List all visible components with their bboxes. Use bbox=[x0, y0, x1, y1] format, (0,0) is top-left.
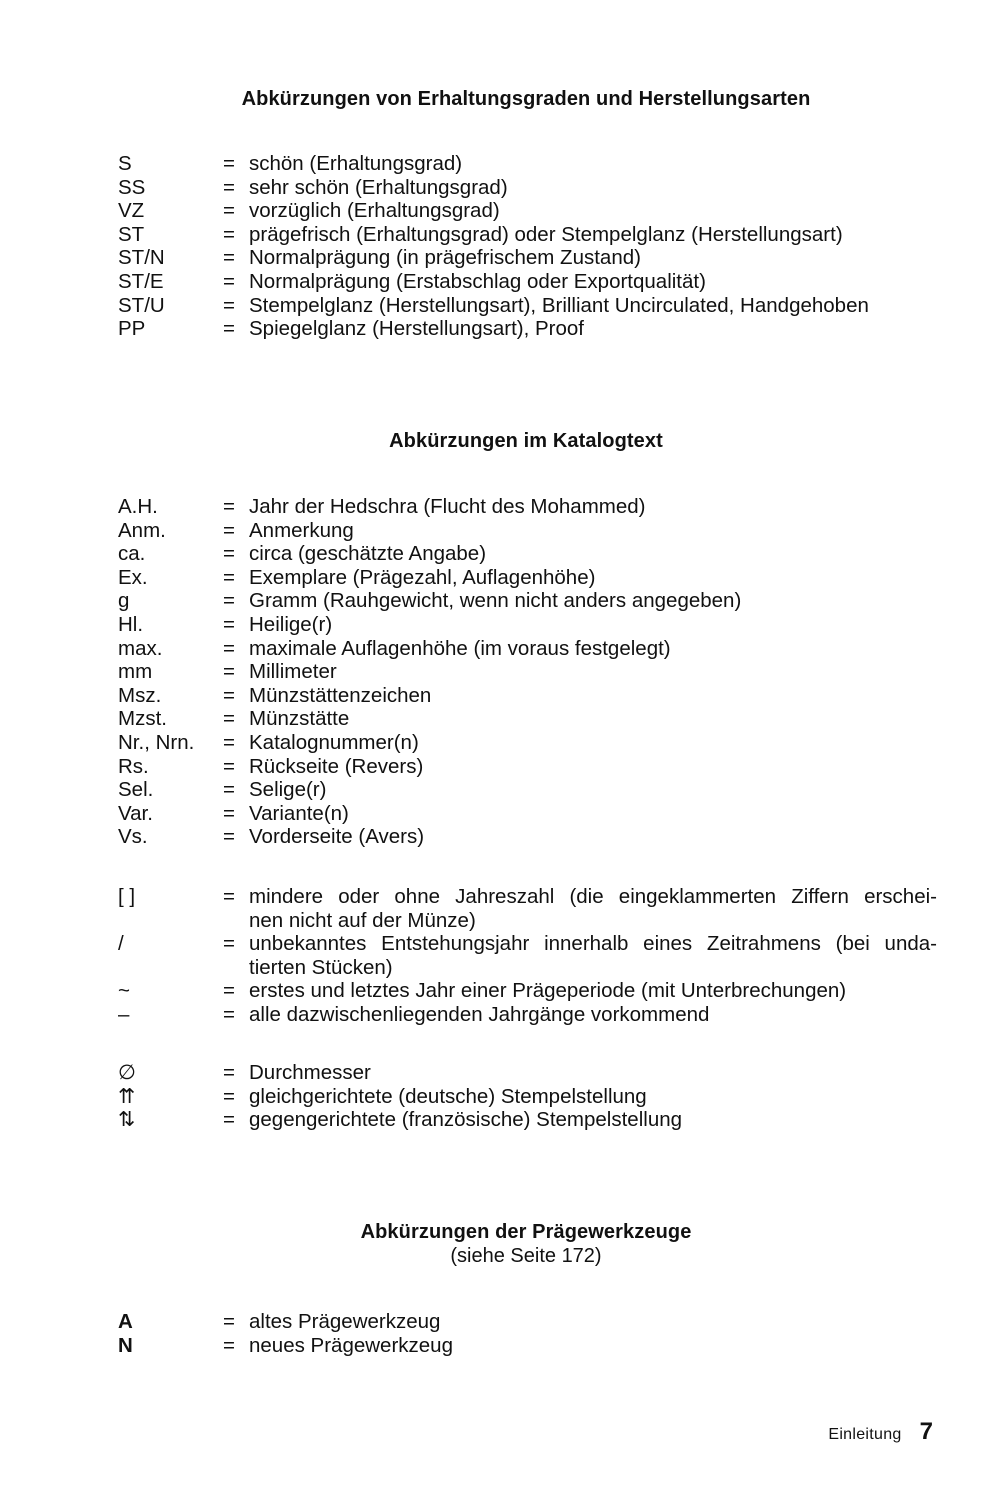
abbreviation: S bbox=[118, 152, 132, 175]
definition: prägefrisch (Erhaltungsgrad) oder Stempelglanz (Herstellungsart) bbox=[249, 222, 843, 246]
section-title-katalogtext: Abkürzungen im Katalogtext bbox=[389, 430, 663, 452]
equals-sign: = bbox=[223, 1310, 235, 1333]
definition: Stempelglanz (Herstellungsart), Brilliant Uncirculated, Handgehoben bbox=[249, 293, 869, 317]
symbol-tilde: ~ bbox=[118, 979, 130, 1003]
list-item bbox=[118, 1310, 938, 1334]
abbreviation: mm bbox=[118, 660, 153, 684]
list-item bbox=[118, 885, 938, 932]
equals-sign: = bbox=[223, 269, 235, 293]
definition: Normalprägung (in prägefrischem Zustand) bbox=[249, 246, 641, 270]
arrows-up-up-icon: ⇈ bbox=[118, 1084, 136, 1108]
abbreviation: ST/E bbox=[118, 269, 164, 293]
equals-sign: = bbox=[223, 293, 235, 317]
definition: neues Prägewerkzeug bbox=[249, 1333, 453, 1357]
list-item bbox=[118, 542, 938, 566]
section-title-erhaltungsgrade: Abkürzungen von Erhaltungsgraden und Herstellungsarten bbox=[241, 88, 811, 110]
list-item bbox=[118, 199, 938, 223]
list-item bbox=[118, 317, 938, 341]
abbreviation: Msz. bbox=[118, 683, 162, 707]
equals-sign: = bbox=[223, 222, 235, 246]
definition: circa (geschätzte Angabe) bbox=[249, 542, 487, 566]
definition: Jahr der Hedschra (Flucht des Mohammed) bbox=[249, 495, 646, 518]
definition-line: mindere oder ohne Jahreszahl (die eingeklammerten Ziffern erschei- bbox=[249, 885, 937, 908]
list-item bbox=[118, 1061, 938, 1085]
definition: Katalognummer(n) bbox=[249, 730, 419, 754]
definition: erstes und letztes Jahr einer Prägeperiode (mit Unterbrechungen) bbox=[249, 979, 847, 1003]
equals-sign: = bbox=[223, 518, 235, 542]
equals-sign: = bbox=[223, 589, 235, 613]
equals-sign: = bbox=[223, 825, 235, 849]
katalogtext-list bbox=[118, 495, 938, 849]
list-item bbox=[118, 660, 938, 684]
erhaltungsgrade-list bbox=[118, 152, 938, 341]
list-item bbox=[118, 613, 938, 637]
definition: Heilige(r) bbox=[249, 612, 333, 636]
arrows-down-up-icon: ⇅ bbox=[118, 1108, 136, 1132]
abbreviation: Var. bbox=[118, 801, 153, 825]
abbreviation: PP bbox=[118, 317, 146, 341]
definition: gleichgerichtete (deutsche) Stempelstellung bbox=[249, 1084, 647, 1108]
symbol-brackets: [ ] bbox=[118, 885, 136, 908]
list-item bbox=[118, 176, 938, 200]
equals-sign: = bbox=[223, 1061, 235, 1084]
abbreviation: ST/N bbox=[118, 246, 165, 270]
equals-sign: = bbox=[223, 636, 235, 660]
definition: schön (Erhaltungsgrad) bbox=[249, 152, 463, 175]
list-item bbox=[118, 1334, 938, 1358]
section-subtitle: (siehe Seite 172) bbox=[450, 1245, 602, 1267]
page-footer bbox=[828, 1418, 933, 1446]
equals-sign: = bbox=[223, 979, 235, 1003]
equals-sign: = bbox=[223, 1002, 235, 1026]
list-item bbox=[118, 979, 938, 1003]
equals-sign: = bbox=[223, 707, 235, 731]
equals-sign: = bbox=[223, 932, 235, 956]
list-item bbox=[118, 1108, 938, 1132]
abbreviation: SS bbox=[118, 175, 146, 199]
definition-line: tierten Stücken) bbox=[249, 955, 393, 979]
definition: Exemplare (Prägezahl, Auflagenhöhe) bbox=[249, 565, 596, 589]
page-number: 7 bbox=[919, 1418, 933, 1445]
list-item bbox=[118, 495, 938, 519]
list-item bbox=[118, 825, 938, 849]
definition: Durchmesser bbox=[249, 1061, 371, 1084]
equals-sign: = bbox=[223, 246, 235, 270]
abbreviation: Hl. bbox=[118, 612, 144, 636]
list-item bbox=[118, 707, 938, 731]
equals-sign: = bbox=[223, 495, 235, 518]
definition: Rückseite (Revers) bbox=[249, 754, 424, 778]
list-item bbox=[118, 1085, 938, 1109]
equals-sign: = bbox=[223, 778, 235, 802]
diameter-icon: ∅ bbox=[118, 1061, 136, 1084]
list-item bbox=[118, 270, 938, 294]
footer-section-name: Einleitung bbox=[828, 1426, 902, 1443]
abbreviation: Sel. bbox=[118, 778, 154, 802]
definition: Selige(r) bbox=[249, 778, 327, 802]
abbreviation: Mzst. bbox=[118, 707, 167, 731]
definition-line: unbekanntes Entstehungsjahr innerhalb eines Zeitrahmens (bei unda- bbox=[249, 932, 937, 956]
equals-sign: = bbox=[223, 612, 235, 636]
list-item bbox=[118, 778, 938, 802]
equals-sign: = bbox=[223, 175, 235, 199]
abbreviation: Vs. bbox=[118, 825, 148, 849]
list-item bbox=[118, 294, 938, 318]
list-item bbox=[118, 152, 938, 176]
definition: Münzstättenzeichen bbox=[249, 683, 432, 707]
equals-sign: = bbox=[223, 1108, 235, 1132]
section-title-praegewerkzeuge: Abkürzungen der Prägewerkzeuge bbox=[360, 1221, 692, 1243]
equals-sign: = bbox=[223, 152, 235, 175]
abbreviation: g bbox=[118, 589, 130, 613]
equals-sign: = bbox=[223, 565, 235, 589]
definition: altes Prägewerkzeug bbox=[249, 1310, 441, 1333]
list-item bbox=[118, 1003, 938, 1027]
list-item bbox=[118, 519, 938, 543]
equals-sign: = bbox=[223, 199, 235, 223]
abbreviation: ca. bbox=[118, 542, 146, 566]
definition: maximale Auflagenhöhe (im voraus festgelegt) bbox=[249, 636, 671, 660]
equals-sign: = bbox=[223, 660, 235, 684]
definition: Münzstätte bbox=[249, 707, 350, 731]
definition-line: nen nicht auf der Münze) bbox=[249, 908, 476, 932]
equals-sign: = bbox=[223, 754, 235, 778]
definition: Vorderseite (Avers) bbox=[249, 825, 425, 849]
abbreviation: max. bbox=[118, 636, 163, 660]
equals-sign: = bbox=[223, 683, 235, 707]
list-item bbox=[118, 731, 938, 755]
list-item bbox=[118, 566, 938, 590]
definition: gegengerichtete (französische) Stempelstellung bbox=[249, 1108, 683, 1132]
definition: Millimeter bbox=[249, 660, 337, 684]
symbols-list bbox=[118, 885, 938, 1027]
definition: sehr schön (Erhaltungsgrad) bbox=[249, 175, 508, 199]
symbol-dash: – bbox=[118, 1002, 130, 1026]
abbreviation: A.H. bbox=[118, 495, 158, 518]
praegewerkzeuge-list bbox=[118, 1310, 938, 1357]
list-item bbox=[118, 589, 938, 613]
abbreviation: ST/U bbox=[118, 293, 165, 317]
abbreviation: ST bbox=[118, 222, 145, 246]
list-item bbox=[118, 637, 938, 661]
symbol-slash: / bbox=[118, 932, 124, 956]
list-item bbox=[118, 223, 938, 247]
definition: Normalprägung (Erstabschlag oder Exportqualität) bbox=[249, 269, 706, 293]
abbreviation: N bbox=[118, 1333, 133, 1357]
definition bbox=[249, 885, 937, 932]
equals-sign: = bbox=[223, 317, 235, 341]
abbreviation: Ex. bbox=[118, 565, 148, 589]
list-item bbox=[118, 684, 938, 708]
list-item bbox=[118, 932, 938, 979]
equals-sign: = bbox=[223, 801, 235, 825]
definition: Gramm (Rauhgewicht, wenn nicht anders angegeben) bbox=[249, 589, 742, 613]
equals-sign: = bbox=[223, 885, 235, 908]
definition: alle dazwischenliegenden Jahrgänge vorkommend bbox=[249, 1002, 710, 1026]
list-item bbox=[118, 802, 938, 826]
list-item bbox=[118, 755, 938, 779]
definition: Variante(n) bbox=[249, 801, 349, 825]
list-item bbox=[118, 246, 938, 270]
definition: Spiegelglanz (Herstellungsart), Proof bbox=[249, 317, 584, 341]
equals-sign: = bbox=[223, 730, 235, 754]
definition: Anmerkung bbox=[249, 518, 354, 542]
equals-sign: = bbox=[223, 1084, 235, 1108]
abbreviation: Rs. bbox=[118, 754, 149, 778]
equals-sign: = bbox=[223, 542, 235, 566]
abbreviation: Anm. bbox=[118, 518, 166, 542]
abbreviation: VZ bbox=[118, 199, 145, 223]
equals-sign: = bbox=[223, 1333, 235, 1357]
definition: vorzüglich (Erhaltungsgrad) bbox=[249, 199, 500, 223]
abbreviation: Nr., Nrn. bbox=[118, 730, 195, 754]
abbreviation: A bbox=[118, 1310, 133, 1333]
definition bbox=[249, 932, 937, 979]
marks-list bbox=[118, 1061, 938, 1132]
